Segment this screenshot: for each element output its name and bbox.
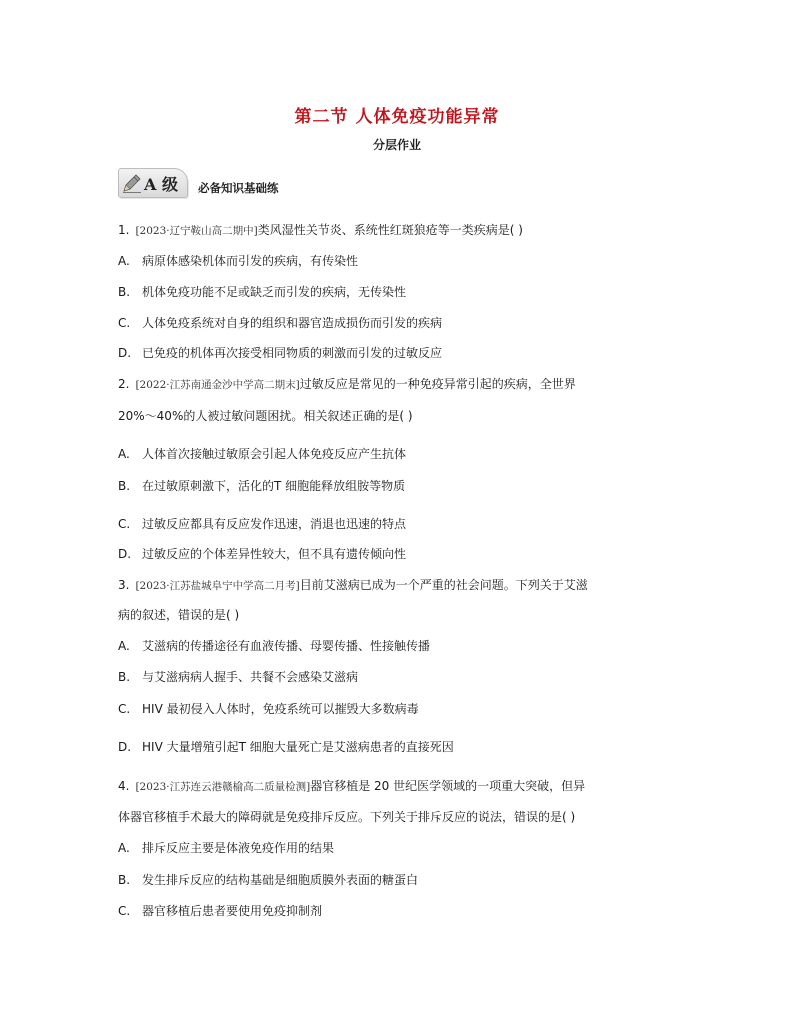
question-source: [2023·江苏盐城阜宁中学高二月考]	[135, 580, 300, 592]
option-text: 发生排斥反应的结构基础是细胞质膜外表面的糖蛋白	[142, 873, 419, 887]
question-3-option-c	[118, 701, 718, 717]
option-letter: B.	[118, 670, 131, 684]
question-source: [2023·江苏连云港赣榆高二质量检测]	[135, 781, 311, 793]
option-letter: C.	[118, 517, 131, 531]
question-number: 3.	[118, 578, 130, 592]
question-stem-text: 体器官移植手术最大的障碍就是免疫排斥反应。下列关于排斥反应的说法，错误的是( )	[118, 810, 576, 824]
question-1-option-a	[118, 253, 718, 269]
question-3-option-a	[118, 638, 718, 654]
question-3-stem	[118, 577, 718, 594]
question-stem-text: 20%～40%的人被过敏问题困扰。相关叙述正确的是( )	[118, 409, 413, 423]
option-text: 艾滋病的传播途径有血液传播、母婴传播、性接触传播	[142, 639, 431, 653]
option-text: 人体免疫系统对自身的组织和器官造成损伤而引发的疾病	[142, 316, 443, 330]
option-letter: D.	[118, 740, 132, 754]
option-text: 过敏反应的个体差异性较大，但不具有遗传倾向性	[142, 547, 407, 561]
option-text: 与艾滋病病人握手、共餐不会感染艾滋病	[142, 670, 359, 684]
question-4-option-c	[118, 903, 718, 919]
option-letter: A.	[118, 447, 130, 461]
question-number: 1.	[118, 223, 130, 237]
question-source: [2022·江苏南通金沙中学高二期末]	[135, 379, 300, 391]
pencil-icon	[121, 172, 143, 194]
question-number: 4.	[118, 779, 130, 793]
question-source: [2023·辽宁鞍山高二期中]	[135, 225, 258, 237]
option-letter: D.	[118, 346, 132, 360]
section-label: 必备知识基础练	[198, 181, 279, 195]
option-text: 人体首次接触过敏原会引起人体免疫反应产生抗体	[142, 447, 407, 461]
option-text: 排斥反应主要是体液免疫作用的结果	[142, 841, 335, 855]
page-subtitle: 分层作业	[372, 138, 421, 152]
option-letter: A.	[118, 841, 130, 855]
question-2-option-c	[118, 516, 718, 532]
question-2-stem-cont	[118, 408, 718, 424]
question-4-stem-cont	[118, 809, 718, 825]
question-3-option-b	[118, 669, 718, 685]
question-stem-text: 目前艾滋病已成为一个严重的社会问题。下列关于艾滋	[299, 578, 588, 592]
level-badge	[118, 168, 188, 198]
option-letter: A.	[118, 254, 130, 268]
option-letter: D.	[118, 547, 132, 561]
question-2-option-b	[118, 478, 718, 494]
option-letter: B.	[118, 873, 131, 887]
question-1-option-d	[118, 345, 718, 361]
question-2-option-a	[118, 446, 718, 462]
option-letter: B.	[118, 479, 131, 493]
option-letter: C.	[118, 316, 131, 330]
level-badge-label: A 级	[144, 174, 178, 194]
question-stem-text: 类风湿性关节炎、系统性红斑狼疮等一类疾病是( )	[257, 223, 523, 237]
question-stem-text: 病的叙述，错误的是( )	[118, 608, 240, 622]
question-stem-text: 过敏反应是常见的一种免疫异常引起的疾病，全世界	[299, 377, 576, 391]
option-letter: C.	[118, 904, 131, 918]
question-3-option-d	[118, 739, 718, 755]
option-text: HIV 最初侵入人体时，免疫系统可以摧毁大多数病毒	[142, 702, 419, 716]
question-4-stem	[118, 778, 718, 795]
option-text: 器官移植后患者要使用免疫抑制剂	[142, 904, 323, 918]
question-2-stem	[118, 376, 718, 393]
option-text: 过敏反应都具有反应发作迅速，消退也迅速的特点	[142, 517, 407, 531]
option-text: 已免疫的机体再次接受相同物质的刺激而引发的过敏反应	[142, 346, 443, 360]
question-number: 2.	[118, 377, 130, 391]
question-1-option-c	[118, 315, 718, 331]
option-text: 病原体感染机体而引发的疾病，有传染性	[142, 254, 359, 268]
question-1-option-b	[118, 284, 718, 300]
option-text: 在过敏原刺激下，活化的T 细胞能释放组胺等物质	[142, 479, 406, 493]
question-3-stem-cont	[118, 607, 718, 623]
question-4-option-b	[118, 872, 718, 888]
section-header	[118, 166, 279, 198]
option-text: 机体免疫功能不足或缺乏而引发的疾病，无传染性	[142, 285, 407, 299]
option-letter: A.	[118, 639, 130, 653]
question-1-stem	[118, 222, 718, 239]
question-4-option-a	[118, 840, 718, 856]
question-2-option-d	[118, 546, 718, 562]
option-text: HIV 大量增殖引起T 细胞大量死亡是艾滋病患者的直接死因	[142, 740, 454, 754]
option-letter: B.	[118, 285, 131, 299]
option-letter: C.	[118, 702, 131, 716]
page-title: 第二节 人体免疫功能异常	[294, 107, 500, 127]
question-stem-text: 器官移植是 20 世纪医学领域的一项重大突破，但异	[310, 779, 586, 793]
